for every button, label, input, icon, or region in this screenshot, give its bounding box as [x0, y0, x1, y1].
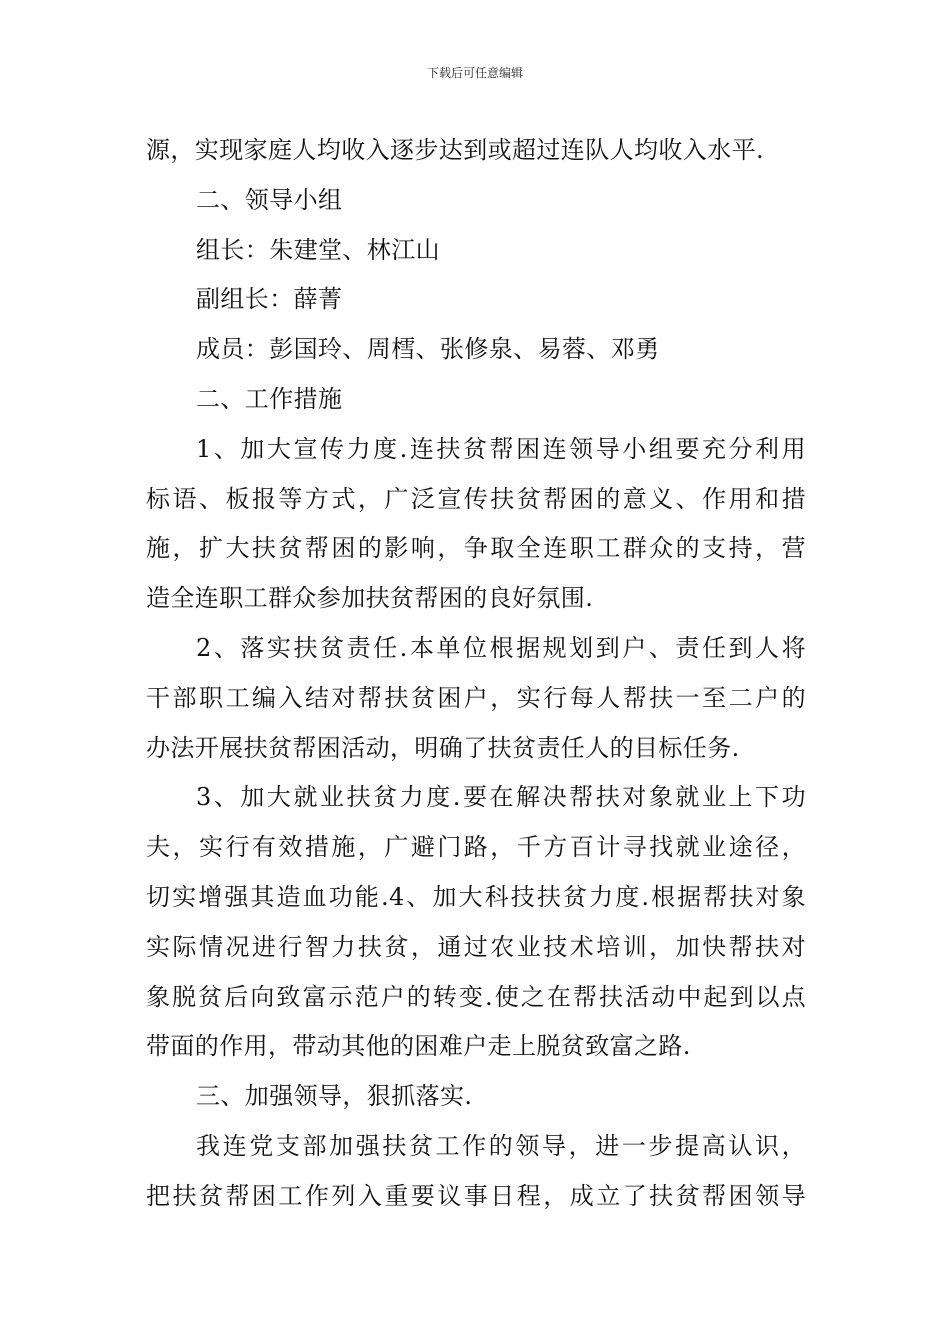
text-line: 切实增强其造血功能.4、加大科技扶贫力度.根据帮扶对象 [146, 882, 806, 911]
text-line: 组长：朱建堂、林江山 [196, 235, 440, 264]
document-body [146, 126, 806, 1222]
text-line: 我连党支部加强扶贫工作的领导，进一步提高认识， [196, 1131, 806, 1160]
text-line: 实际情况进行智力扶贫，通过农业技术培训，加快帮扶对 [146, 932, 806, 961]
text-line: 夫，实行有效措施，广避门路，千方百计寻找就业途径， [146, 833, 806, 862]
text-line: 办法开展扶贫帮困活动，明确了扶贫责任人的目标任务. [146, 733, 740, 762]
section-heading: 二、领导小组 [196, 185, 343, 214]
text-line: 2、落实扶贫责任.本单位根据规划到户、责任到人将 [196, 633, 806, 662]
section-heading: 二、工作措施 [196, 384, 343, 413]
text-line: 造全连职工群众参加扶贫帮困的良好氛围. [146, 584, 594, 613]
text-line: 源，实现家庭人均收入逐步达到或超过连队人均收入水平. [146, 136, 765, 164]
text-line: 带面的作用，带动其他的困难户走上脱贫致富之路. [146, 1032, 691, 1061]
text-line: 3、加大就业扶贫力度.要在解决帮扶对象就业上下功 [196, 783, 806, 812]
text-line: 干部职工编入结对帮扶贫困户，实行每人帮扶一至二户的 [146, 683, 806, 712]
text-line: 1、加大宣传力度.连扶贫帮困连领导小组要充分利用 [196, 434, 806, 463]
text-line: 把扶贫帮困工作列入重要议事日程，成立了扶贫帮困领导 [146, 1181, 806, 1210]
page-header-note: 下载后可任意编辑 [426, 66, 523, 80]
text-line: 副组长：薛菁 [196, 285, 343, 314]
text-line: 象脱贫后向致富示范户的转变.使之在帮扶活动中起到以点 [146, 982, 806, 1011]
text-line: 成员：彭国玲、周樰、张修泉、易蓉、邓勇 [196, 335, 660, 364]
text-line: 标语、板报等方式，广泛宣传扶贫帮困的意义、作用和措 [146, 484, 806, 513]
section-heading: 三、加强领导，狠抓落实. [196, 1082, 473, 1111]
text-line: 施，扩大扶贫帮困的影响，争取全连职工群众的支持，营 [146, 534, 806, 563]
